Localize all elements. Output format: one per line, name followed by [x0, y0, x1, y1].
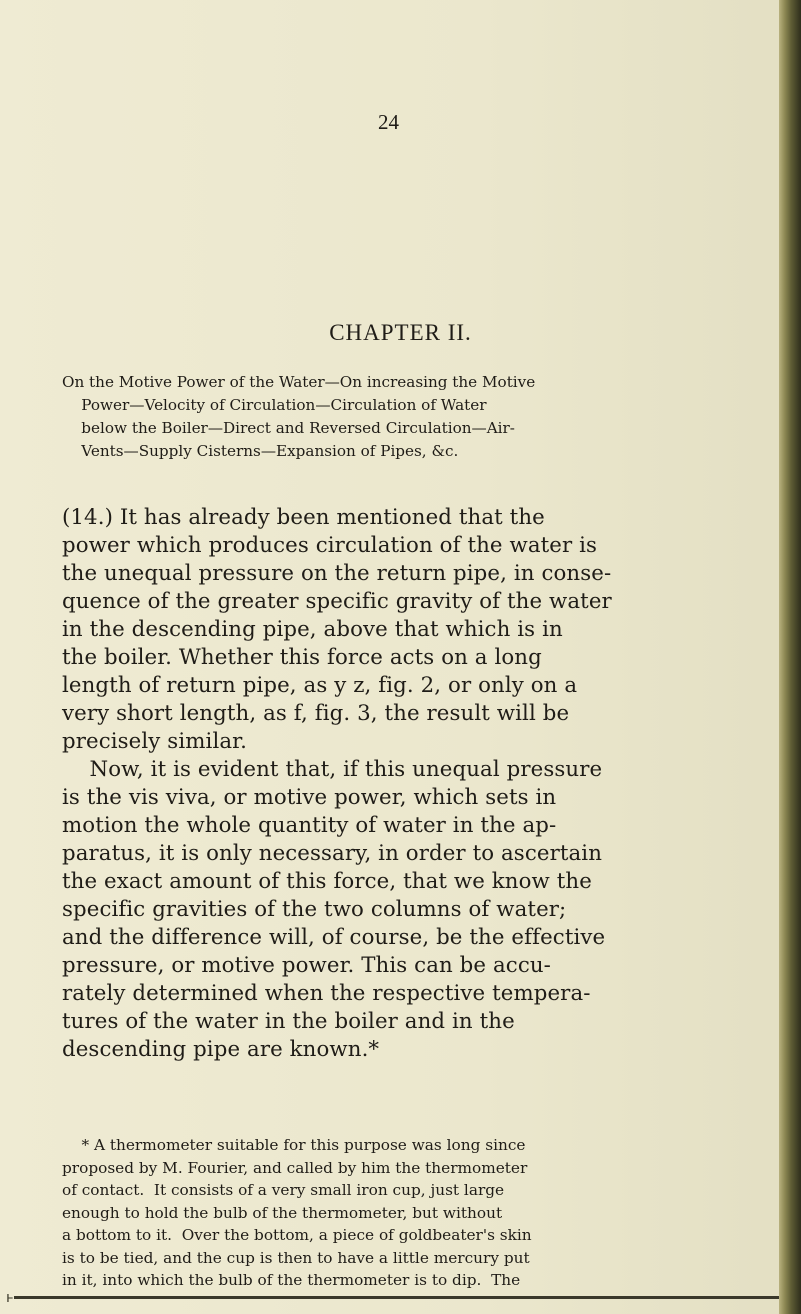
bottom-rule	[14, 1296, 779, 1299]
page-binding-edge	[779, 0, 801, 1314]
footnote: * A thermometer suitable for this purpose was long since proposed by M. Fourier, and called by him the thermometer of contact. It consists of a very small iron cup, just large enough to hold the bulb of the thermometer, but without a bottom to it. Over the bottom, a piece of goldbeater's skin is to be tied, and the cup is then to have a little mercury put in it, into which the bulb of the thermometer is to dip. The	[62, 1136, 532, 1289]
chapter-title: CHAPTER II.	[329, 320, 472, 345]
corner-mark: ⱶ	[6, 1290, 14, 1306]
page-number: 24	[378, 110, 399, 134]
chapter-summary: On the Motive Power of the Water—On increasing the Motive Power—Velocity of Circulation—Circulation of Water below the Boiler—Direct and Reversed Circulation—Air- Vents—Supply Cisterns—Expansion of Pipes, &c.	[62, 373, 536, 460]
body-text: (14.) It has already been mentioned that the power which produces circulation of the water is the unequal pressure on the return pipe, in conse- quence of the greater specific gravity of the water in the descending pipe, above that which is in the boiler. Whether this force acts on a long length of return pipe, as y z, fig. 2, or only on a very short length, as f, fig. 3, the result will be precisely similar. Now, it is evident that, if this unequal pressure is the vis viva, or motive power, which sets in motion the whole quantity of water in the ap- paratus, it is only necessary, in order to ascertain the exact amount of this force, that we know the specific gravities of the two columns of water; and the difference will, of course, be the effective pressure, or motive power. This can be accu- rately determined when the respective tempera- tures of the water in the boiler and in the descending pipe are known.*	[62, 505, 612, 1062]
